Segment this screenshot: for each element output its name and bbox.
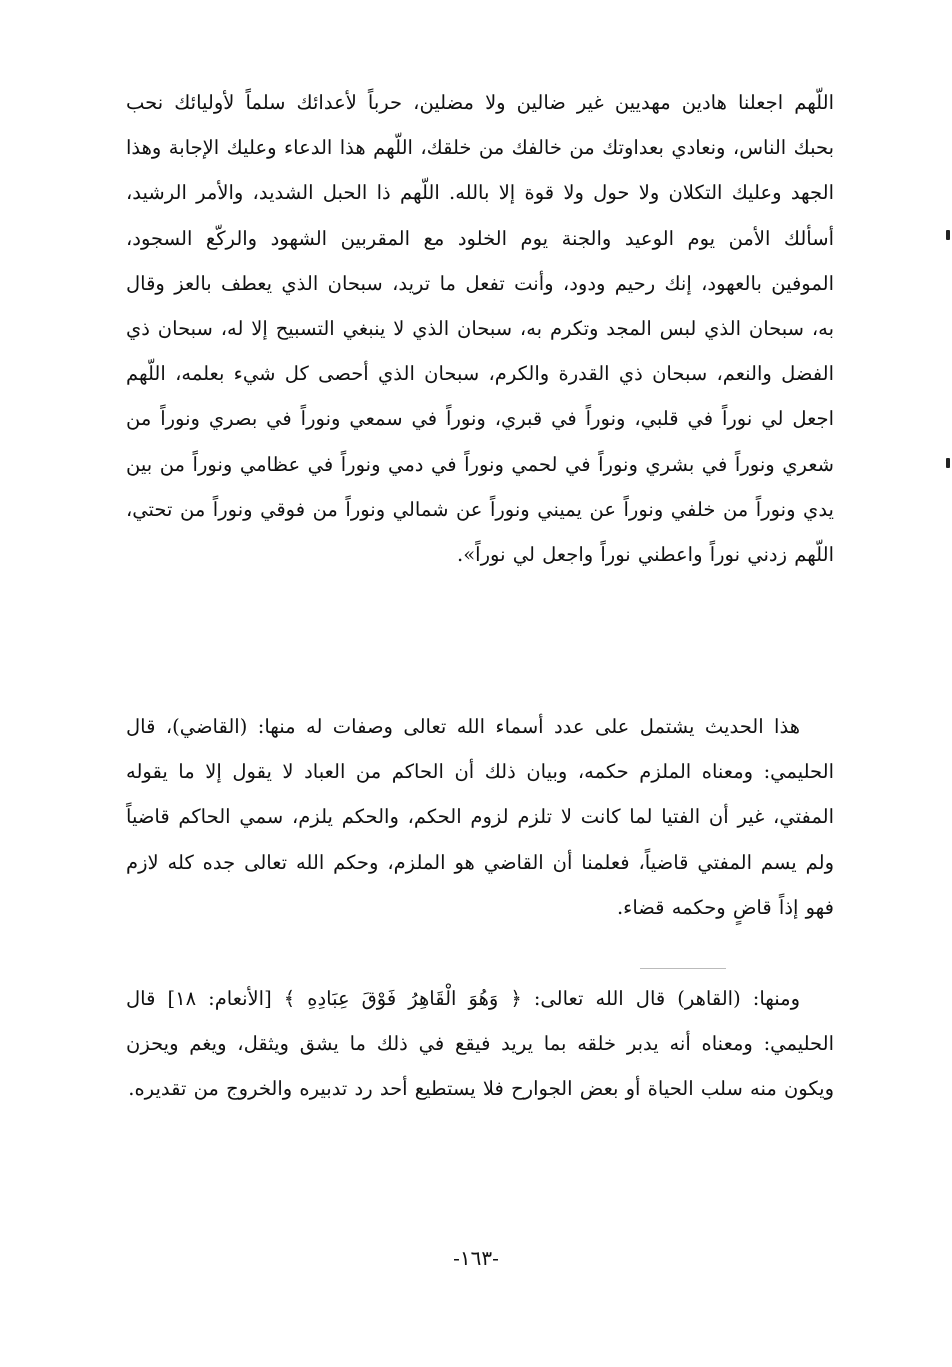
paragraph-text: اللّهم اجعلنا هادين مهديين غير ضالين ولا مضلين، حرباً لأعدائك سلماً لأوليائك نحب بحبك الناس، ونعادي بعداوتك من خالفك من خلقك، اللّهم هذا الدعاء وعليك الإجابة وهذا الجهد وعليك التكلان ولا حول ولا قوة إلا بالله. اللّهم ذا الحبل الشديد، والأمر الرشيد، أسألك الأمن يوم الوعيد والجنة يوم الخلود مع المقربين الشهود والركّع السجود، الموفين بالعهود، إنك رحيم ودود، وأنت تفعل ما تريد، سبحان الذي يعطف بالعز وقال به، سبحان الذي لبس المجد وتكرم به، سبحان الذي لا ينبغي التسبيح إلا له، سبحان ذي الفضل والنعم، سبحان ذي القدرة والكرم، سبحان الذي أحصى كل شيء بعلمه، اللّهم اجعل لي نوراً في قلبي، ونوراً في قبري، ونوراً في سمعي ونوراً في بصري ونوراً من شعري ونوراً في بشري ونوراً في لحمي ونوراً في دمي ونوراً في عظامي ونوراً من بين يدي ونوراً من خلفي ونوراً عن يميني ونوراً عن شمالي ونوراً من فوقي ونوراً من تحتي، اللّهم زدني نوراً واعطني نوراً واجعل لي نوراً». xyxy=(126,91,834,567)
faint-divider xyxy=(640,968,726,969)
margin-mark xyxy=(946,230,950,240)
paragraph-al-qahir xyxy=(126,976,834,1112)
paragraph-al-qadi xyxy=(126,704,834,930)
page-number: -١٦٣- xyxy=(453,1246,499,1270)
margin-mark xyxy=(946,458,950,468)
paragraph-text: هذا الحديث يشتمل على عدد أسماء الله تعالى وصفات له منها: (القاضي)، قال الحليمي: ومعناه الملزم حكمه، وبيان ذلك أن الحاكم من العباد لا يقول إلا ما يقوله المفتي، غير أن الفتيا لما كانت لا تلزم لزوم الحكم، والحكم يلزم، سمي الحاكم قاضياً ولم يسم المفتي قاضياً، فعلمنا أن القاضي هو الملزم، وحكم الله تعالى جده كله لازم فهو إذاً قاضٍ وحكمه قضاء. xyxy=(126,715,834,919)
paragraph-supplication xyxy=(126,80,834,577)
paragraph-text: ومنها: (القاهر) قال الله تعالى: ﴿ وَهُوَ الْقَاهِرُ فَوْقَ عِبَادِهِ ﴾ [الأنعام: ١٨] قال الحليمي: ومعناه أنه يدبر خلقه بما يريد فيقع في ذلك ما يشق ويثقل، ويغم ويحزن ويكون منه سلب الحياة أو بعض الجوارح فلا يستطيع أحد رد تدبيره والخروج من تقديره. xyxy=(126,987,834,1101)
